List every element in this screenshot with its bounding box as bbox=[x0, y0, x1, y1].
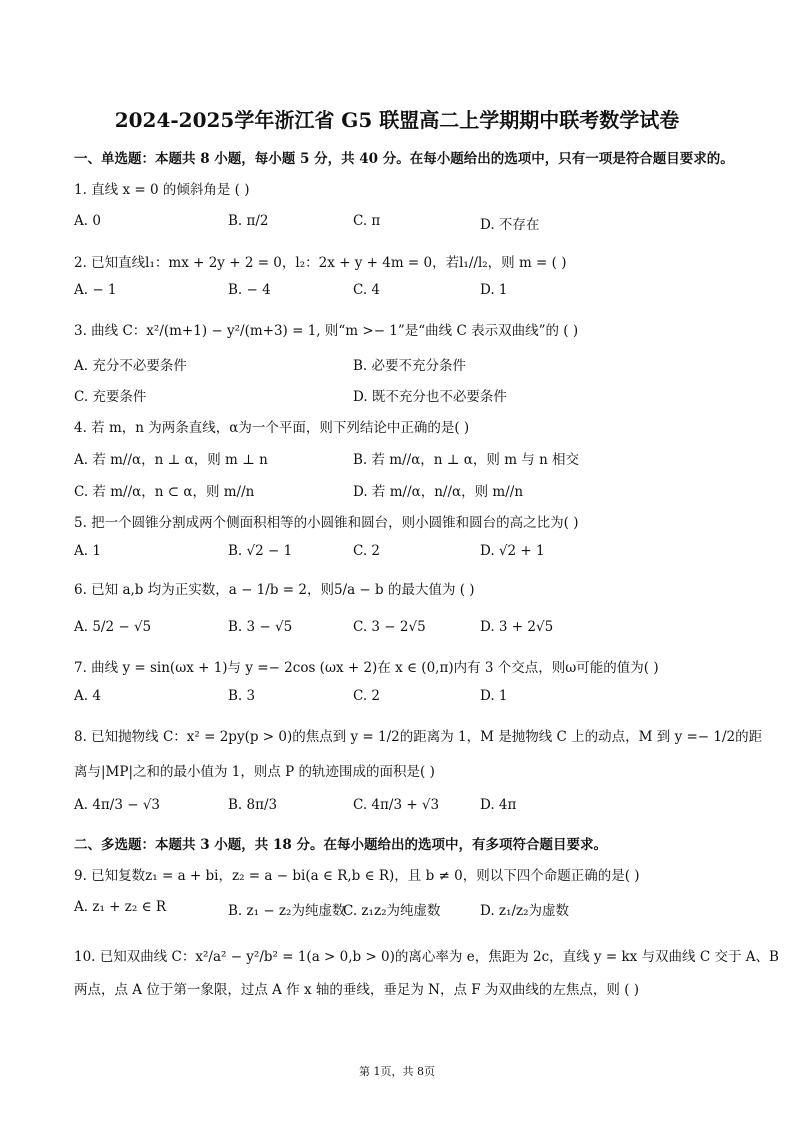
question-10-stem-line-2: 两点，点 A 位于第一象限，过点 A 作 x 轴的垂线，垂足为 N，点 F 为双曲线的左焦点，则 ( ) bbox=[74, 982, 640, 998]
question-7-stem: 7. 曲线 y = sin(ωx + 1)与 y =− 2cos (ωx + 2)在 x ∈ (0,π)内有 3 个交点，则ω可能的值为( ) bbox=[74, 660, 659, 676]
question-9-option-a: A. z₁ + z₂ ∈ R bbox=[74, 899, 167, 915]
question-1-stem: 1. 直线 x = 0 的倾斜角是 ( ) bbox=[74, 182, 250, 198]
question-9-option-b: B. z₁ − z₂为纯虚数 bbox=[228, 903, 346, 919]
question-3-option-b: B. 必要不充分条件 bbox=[353, 358, 467, 374]
question-3-option-c: C. 充要条件 bbox=[74, 389, 147, 405]
section-heading-single-choice: 一、单选题：本题共 8 小题，每小题 5 分，共 40 分。在每小题给出的选项中，只有一项是符合题目要求的。 bbox=[74, 151, 734, 167]
question-5-stem: 5. 把一个圆锥分割成两个侧面积相等的小圆锥和圆台，则小圆锥和圆台的高之比为( ) bbox=[74, 515, 579, 531]
question-4-option-b: B. 若 m//α，n ⊥ α，则 m 与 n 相交 bbox=[353, 452, 580, 468]
question-10-stem-line-1: 10. 已知双曲线 C：x²/a² − y²/b² = 1(a > 0,b > 0)的离心率为 e，焦距为 2c，直线 y = kx 与双曲线 C 交于 A、B bbox=[74, 949, 779, 965]
question-8-option-c: C. 4π/3 + √3 bbox=[353, 797, 440, 813]
section-heading-multi-choice: 二、多选题：本题共 3 小题，共 18 分。在每小题给出的选项中，有多项符合题目要求。 bbox=[74, 837, 607, 853]
question-9-option-c: C. z₁z₂为纯虚数 bbox=[343, 903, 441, 919]
page-footer: 第 1页，共 8页 bbox=[359, 1065, 435, 1078]
question-4-option-a: A. 若 m//α，n ⊥ α，则 m ⊥ n bbox=[74, 452, 268, 468]
question-3-option-a: A. 充分不必要条件 bbox=[74, 358, 187, 374]
question-1-option-d: D. 不存在 bbox=[480, 217, 540, 233]
question-6-stem: 6. 已知 a,b 均为正实数，a − 1/b = 2，则5/a − b 的最大值为 ( ) bbox=[74, 582, 475, 598]
question-5-option-a: A. 1 bbox=[74, 543, 101, 559]
question-9-stem: 9. 已知复数z₁ = a + bi，z₂ = a − bi(a ∈ R,b ∈ R)，且 b ≠ 0，则以下四个命题正确的是( ) bbox=[74, 868, 640, 884]
question-4-option-d: D. 若 m//α，n//α，则 m//n bbox=[353, 484, 524, 500]
question-2-option-c: C. 4 bbox=[353, 282, 381, 298]
question-8-stem-line-2: 离与|MP|之和的最小值为 1，则点 P 的轨迹围成的面积是( ) bbox=[74, 764, 435, 780]
question-2-stem: 2. 已知直线l₁：mx + 2y + 2 = 0，l₂：2x + y + 4m = 0，若l₁//l₂，则 m = ( ) bbox=[74, 255, 567, 271]
question-5-option-c: C. 2 bbox=[353, 543, 381, 559]
question-1-option-a: A. 0 bbox=[74, 213, 101, 229]
question-6-option-d: D. 3 + 2√5 bbox=[480, 619, 554, 635]
question-2-option-a: A. − 1 bbox=[74, 282, 117, 298]
question-1-option-b: B. π/2 bbox=[228, 213, 269, 229]
question-4-stem: 4. 若 m，n 为两条直线，α为一个平面，则下列结论中正确的是( ) bbox=[74, 420, 470, 436]
question-3-stem: 3. 曲线 C：x²/(m+1) − y²/(m+3) = 1, 则“m >− 1”是“曲线 C 表示双曲线”的 ( ) bbox=[74, 323, 579, 339]
question-3-option-d: D. 既不充分也不必要条件 bbox=[353, 389, 507, 405]
question-7-option-d: D. 1 bbox=[480, 688, 508, 704]
question-5-option-b: B. √2 − 1 bbox=[228, 543, 293, 559]
question-8-option-b: B. 8π/3 bbox=[228, 797, 278, 813]
question-8-stem-line-1: 8. 已知抛物线 C：x² = 2py(p > 0)的焦点到 y = 1/2的距离为 1，M 是抛物线 C 上的动点，M 到 y =− 1/2的距 bbox=[74, 729, 763, 745]
question-5-option-d: D. √2 + 1 bbox=[480, 543, 545, 559]
question-7-option-b: B. 3 bbox=[228, 688, 256, 704]
question-2-option-d: D. 1 bbox=[480, 282, 508, 298]
question-2-option-b: B. − 4 bbox=[228, 282, 271, 298]
question-8-option-a: A. 4π/3 − √3 bbox=[74, 797, 161, 813]
question-6-option-c: C. 3 − 2√5 bbox=[353, 619, 426, 635]
question-7-option-a: A. 4 bbox=[74, 688, 101, 704]
question-7-option-c: C. 2 bbox=[353, 688, 381, 704]
question-4-option-c: C. 若 m//α，n ⊂ α，则 m//n bbox=[74, 484, 255, 500]
question-6-option-a: A. 5/2 − √5 bbox=[74, 619, 152, 635]
page-title: 2024-2025学年浙江省 G5 联盟高二上学期期中联考数学试卷 bbox=[114, 108, 680, 132]
question-1-option-c: C. π bbox=[353, 213, 381, 229]
question-9-option-d: D. z₁/z₂为虚数 bbox=[480, 903, 570, 919]
question-8-option-d: D. 4π bbox=[480, 797, 517, 813]
question-6-option-b: B. 3 − √5 bbox=[228, 619, 293, 635]
